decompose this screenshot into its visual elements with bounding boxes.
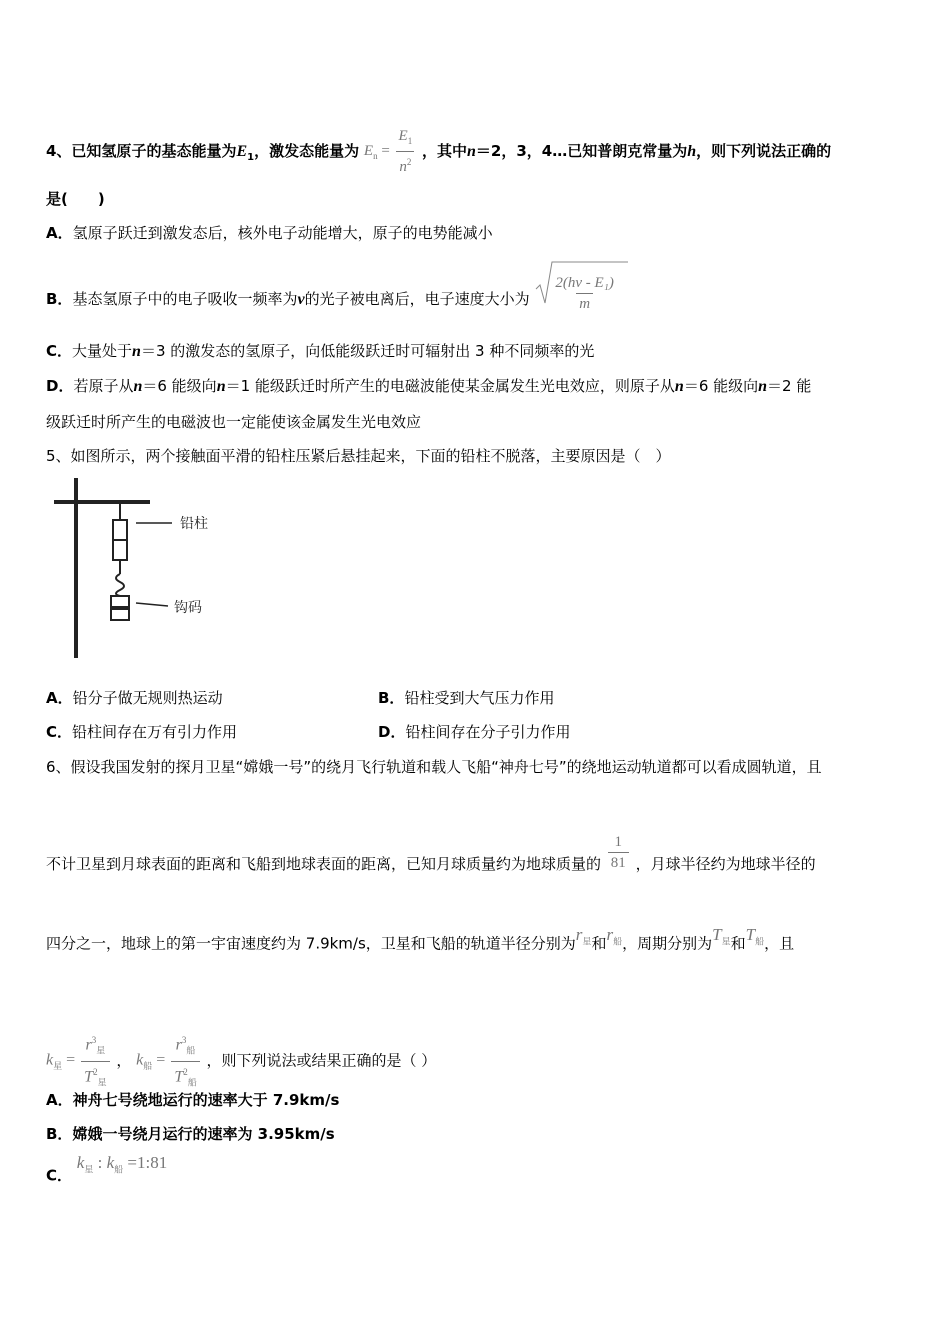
- lead-cylinder-figure: [50, 476, 250, 662]
- r-star: $r_星$: [575, 925, 592, 947]
- fig-label-lead: 铅柱: [180, 516, 208, 532]
- q4-option-a[interactable]: A．氢原子跃迁到激发态后，核外电子动能增大，原子的电势能减小: [46, 224, 493, 242]
- q5-option-b[interactable]: B．铅柱受到大气压力作用: [378, 689, 555, 707]
- fig-label-hook-weight: 钩码: [174, 600, 202, 616]
- q5-option-d[interactable]: D．铅柱间存在分子引力作用: [378, 723, 571, 741]
- k-ratio-formula: $k_星$ : $k_船$ =1:81: [76, 1153, 168, 1175]
- q4-option-c[interactable]: C．大量处于n＝3 的激发态的氢原子，向低能级跃迁时可辐射出 3 种不同频率的光: [46, 342, 595, 360]
- q6-stem-line4: $k_星$ = $\frac{r^3_星}{T^2_星}$ ， $k_船$ = $\frac{r^3_船}{T^2_船}$ ，则下列说法或结果正确的是（ ）: [46, 1030, 436, 1092]
- t-ship: $T_船$: [745, 925, 765, 947]
- t-star: $T_星$: [712, 925, 731, 947]
- mass-ratio-fraction: $\frac{1}{81}$: [606, 832, 631, 873]
- q5-option-a[interactable]: A．铅分子做无规则热运动: [46, 689, 223, 707]
- q6-option-c[interactable]: C． $k_星$ : $k_船$ =1:81: [46, 1153, 168, 1185]
- q4-option-d-cont: 级跃迁时所产生的电磁波也一定能使该金属发生光电效应: [46, 413, 422, 431]
- k-ship-formula: $k_船$ = $\frac{r^3_船}{T^2_船}$: [136, 1030, 202, 1092]
- q4-stem-line1: 4、已知氢原子的基态能量为$E_1$，激发态能量为 $E_n$ = $\frac{E_1}{n^2}$ ，其中n＝2，3，4…已知普朗克常量为h，则下列说法正确的: [46, 128, 832, 175]
- lead-cylinder-diagram: [50, 476, 250, 662]
- q4-energy-formula: $E_n$ = $\frac{E_1}{n^2}$: [364, 126, 417, 177]
- q6-option-b[interactable]: B．嫦娥一号绕月运行的速率为 3.95km/s: [46, 1125, 335, 1143]
- q5-option-c[interactable]: C．铅柱间存在万有引力作用: [46, 723, 238, 741]
- q4-option-d[interactable]: D．若原子从n＝6 能级向n＝1 能级跃迁时所产生的电磁波能使某金属发生光电效应，则原子从n＝6 能级向n＝2 能: [46, 377, 812, 395]
- q6-stem-line3: 四分之一，地球上的第一宇宙速度约为 7.9km/s，卫星和飞船的轨道半径分别为$r_星$和$r_船$，周期分别为$T_星$和$T_船$，且: [46, 925, 795, 953]
- q6-stem-line2: 不计卫星到月球表面的距离和飞船到地球表面的距离，已知月球质量约为地球质量的 $\frac{1}{81}$ ，月球半径约为地球半径的: [46, 834, 816, 873]
- q4-option-b[interactable]: B．基态氢原子中的电子吸收一频率为v的光子被电离后，电子速度大小为 $\frac{\text{2(hν - E₁)}}{m}$: [46, 283, 619, 316]
- q6-stem-line1: 6、假设我国发射的探月卫星“嫦娥一号”的绕月飞行轨道和载人飞船“神舟七号”的绕地运动轨道都可以看成圆轨道，且: [46, 758, 822, 776]
- q4-stem-line2: 是( ): [46, 190, 105, 208]
- q6-option-a[interactable]: A．神舟七号绕地运行的速率大于 7.9km/s: [46, 1091, 340, 1109]
- q4-velocity-formula: $\frac{\text{2(hν - E₁)}}{m}$: [534, 275, 619, 316]
- q5-stem: 5、如图所示，两个接触面平滑的铅柱压紧后悬挂起来，下面的铅柱不脱落，主要原因是（ ）: [46, 447, 671, 465]
- k-star-formula: $k_星$ = $\frac{r^3_星}{T^2_星}$: [46, 1030, 112, 1092]
- r-ship: $r_船$: [606, 925, 623, 947]
